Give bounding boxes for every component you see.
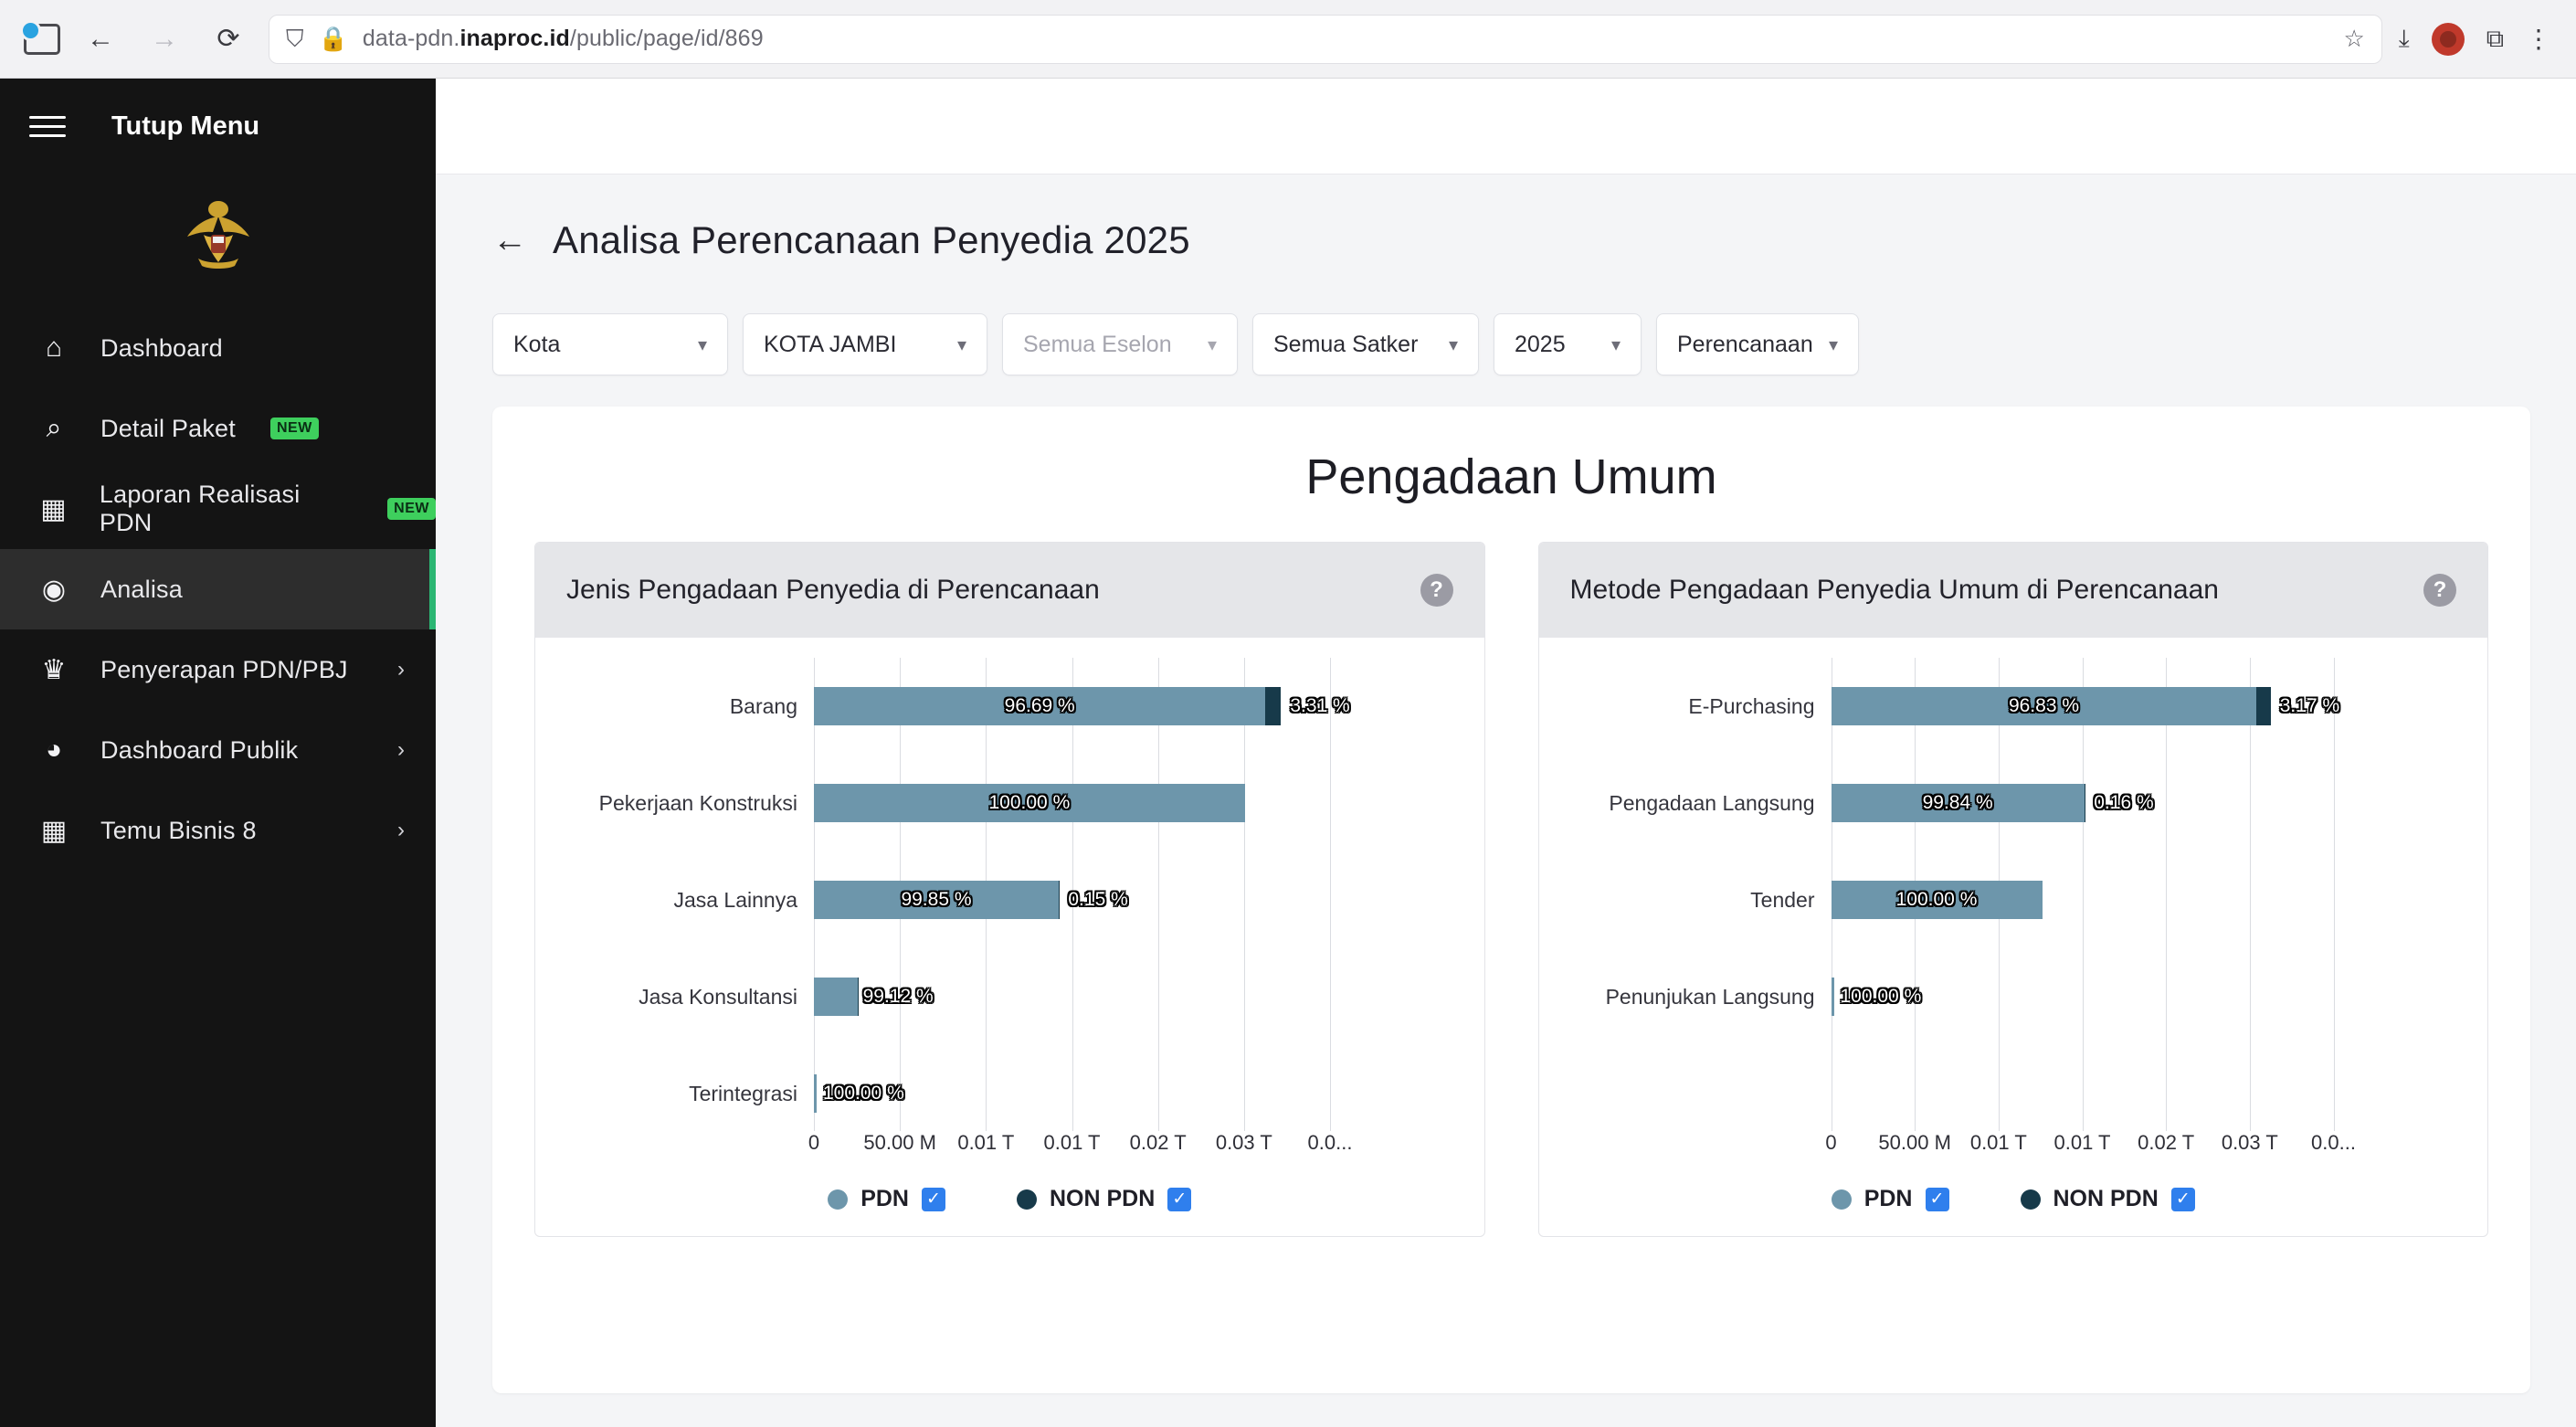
browser-menu-icon[interactable]: ⋮ — [2526, 25, 2552, 53]
x-tick-label: 0 — [1825, 1131, 1837, 1154]
category-label: E-Purchasing — [1688, 693, 1815, 718]
stacked-bar[interactable] — [814, 978, 858, 1016]
chevron-right-icon: › — [397, 737, 405, 762]
sidebar-item-label: Temu Bisnis 8 — [100, 816, 257, 844]
filter-eselon[interactable] — [1002, 313, 1238, 375]
x-tick-label: 0.01 T — [1043, 1131, 1101, 1154]
category-label: Jasa Konsultansi — [639, 984, 797, 1009]
browser-actions — [2399, 23, 2552, 56]
chart-rows — [1567, 658, 2461, 1131]
crown-icon: ♛ — [41, 654, 67, 685]
account-avatar[interactable] — [2432, 23, 2465, 56]
address-bar[interactable] — [269, 15, 2382, 64]
chevron-right-icon: › — [397, 818, 405, 842]
sidebar-item-laporan-realisasi-pdn[interactable] — [0, 469, 436, 549]
stacked-bar[interactable] — [814, 1074, 817, 1113]
card-title: Jenis Pengadaan Penyedia di Perencanaan — [566, 575, 1100, 605]
tab-strip-icon[interactable] — [24, 24, 60, 55]
sidebar — [0, 79, 436, 1427]
legend-label: PDN — [860, 1186, 909, 1211]
category-label: Pekerjaan Konstruksi — [598, 790, 797, 815]
chart-cards — [492, 542, 2530, 1237]
legend-checkbox-non-pdn[interactable]: ✓ — [2171, 1188, 2195, 1211]
chevron-right-icon: › — [397, 657, 405, 682]
chart-row — [563, 755, 1457, 851]
panel-title: Pengadaan Umum — [1305, 449, 1717, 504]
bar-segment-non-pdn[interactable] — [1265, 687, 1281, 725]
chart-row — [1567, 948, 2461, 1045]
bar-value-label: 100.00 % — [1895, 889, 1978, 910]
chart-row — [563, 851, 1457, 948]
chevron-down-icon: ▾ — [1828, 334, 1838, 355]
page-title: Analisa Perencanaan Penyedia 2025 — [553, 218, 1190, 261]
bar-segment-non-pdn[interactable] — [2256, 687, 2270, 725]
chart-card-jenis-pengadaan — [534, 542, 1485, 1237]
bookmark-star-icon[interactable]: ☆ — [2343, 25, 2365, 52]
legend-color-non-pdn — [2021, 1189, 2041, 1210]
bar-value-label: 99.84 % — [1922, 792, 1993, 813]
sidebar-item-analisa[interactable] — [0, 549, 436, 629]
chevron-down-icon: ▾ — [956, 334, 966, 355]
filter-value: 2025 — [1515, 331, 1566, 357]
back-button[interactable]: ← — [87, 23, 114, 54]
download-icon[interactable]: ⤓ — [2398, 24, 2410, 52]
category-label: Barang — [729, 693, 797, 718]
category-label: Tender — [1750, 887, 1815, 912]
category-label: Penunjukan Langsung — [1605, 984, 1815, 1009]
chart-rows — [563, 658, 1457, 1131]
new-badge: NEW — [387, 498, 436, 520]
filter-value: Perencanaan — [1677, 331, 1813, 357]
x-tick-label: 0.0... — [2311, 1131, 2356, 1154]
x-tick-label: 0.01 T — [2053, 1131, 2111, 1154]
filter-wilayah[interactable] — [492, 313, 728, 375]
bar-chart-jenis-pengadaan — [563, 658, 1457, 1169]
bar-value-label: 99.85 % — [901, 889, 972, 910]
x-axis — [1567, 1131, 2461, 1162]
filter-value: Semua Satker — [1273, 331, 1419, 357]
sidebar-header — [0, 79, 436, 174]
x-tick-label: 0 — [808, 1131, 820, 1154]
bar-value-label: 100.00 % — [988, 792, 1071, 813]
legend-item-non-pdn[interactable] — [2021, 1186, 2195, 1212]
home-icon: ⌂ — [45, 333, 63, 363]
sidebar-item-label: Laporan Realisasi PDN — [99, 481, 301, 536]
chart-row — [563, 658, 1457, 755]
sidebar-item-label: Penyerapan PDN/PBJ — [100, 655, 348, 683]
content-panel — [492, 407, 2530, 1393]
main-content — [436, 79, 2576, 1427]
help-icon[interactable]: ? — [2423, 574, 2456, 607]
bar-value-label: 0.15 % — [1068, 889, 1128, 910]
sidebar-item-dashboard-publik[interactable] — [0, 710, 436, 790]
bar-segment-pdn[interactable] — [814, 1074, 817, 1113]
bar-value-label: 100.00 % — [1840, 986, 1922, 1007]
lock-icon: 🔒 — [318, 25, 348, 52]
sidebar-nav — [0, 308, 436, 871]
analytics-icon: ◉ — [41, 574, 67, 605]
bar-segment-pdn[interactable] — [814, 978, 858, 1016]
legend-color-pdn — [828, 1189, 848, 1210]
legend-color-pdn — [1832, 1189, 1852, 1210]
handshake-icon: ▦ — [40, 815, 68, 846]
x-tick-label: 0.02 T — [2138, 1131, 2195, 1154]
url-text: data-pdn.inaproc.id/public/page/id/869 — [362, 26, 764, 51]
extensions-icon[interactable]: ⧉ — [2486, 24, 2504, 52]
bar-value-label: 3.17 % — [2279, 695, 2340, 716]
sidebar-item-penyerapan-pdn-pbj[interactable] — [0, 629, 436, 710]
legend-item-pdn[interactable] — [1832, 1186, 1949, 1212]
garuda-logo-icon — [176, 195, 260, 271]
chart-row — [563, 1045, 1457, 1142]
hamburger-icon[interactable] — [22, 109, 73, 144]
x-tick-label: 0.01 T — [957, 1131, 1015, 1154]
bar-value-label: 96.83 % — [2008, 695, 2080, 716]
sidebar-toggle-label[interactable]: Tutup Menu — [111, 111, 260, 141]
legend-label: NON PDN — [2053, 1186, 2159, 1211]
sidebar-item-label: Dashboard — [100, 333, 223, 362]
chart-card-metode-pengadaan — [1538, 542, 2489, 1237]
chart-legend — [1567, 1186, 2461, 1212]
shield-icon: ⛉ — [286, 24, 304, 52]
filter-tahun[interactable] — [1494, 313, 1642, 375]
x-tick-label: 0.02 T — [1129, 1131, 1187, 1154]
filter-bar — [436, 262, 2576, 375]
x-tick-label: 50.00 M — [863, 1131, 936, 1154]
filter-satker[interactable] — [1252, 313, 1479, 375]
legend-label: NON PDN — [1050, 1186, 1156, 1211]
bar-segment-pdn[interactable] — [1832, 978, 1834, 1016]
page-header — [436, 174, 2576, 262]
x-tick-label: 0.0... — [1307, 1131, 1353, 1154]
x-axis — [563, 1131, 1457, 1162]
category-label: Pengadaan Langsung — [1609, 790, 1815, 815]
legend-label: PDN — [1863, 1186, 1913, 1211]
legend-checkbox-non-pdn[interactable]: ✓ — [1167, 1188, 1191, 1211]
document-search-icon: ⌕ — [46, 413, 62, 443]
bar-value-label: 100.00 % — [823, 1083, 904, 1104]
category-label: Terintegrasi — [689, 1081, 797, 1105]
x-tick-label: 50.00 M — [1878, 1131, 1951, 1154]
sidebar-item-dashboard[interactable] — [0, 308, 436, 388]
card-title: Metode Pengadaan Penyedia Umum di Perencanaan — [1569, 575, 2219, 605]
filter-value: Kota — [513, 331, 561, 357]
reload-button[interactable]: ⟳ — [216, 24, 240, 54]
bar-value-label: 3.31 % — [1290, 695, 1350, 716]
app-root — [0, 79, 2576, 1427]
chart-row — [1567, 755, 2461, 851]
chevron-down-icon: ▾ — [1448, 334, 1458, 355]
chevron-down-icon: ▾ — [697, 334, 707, 355]
bar-value-label: 96.69 % — [1004, 695, 1075, 716]
sidebar-item-temu-bisnis-8[interactable] — [0, 790, 436, 871]
filter-kota[interactable] — [743, 313, 987, 375]
card-header — [535, 543, 1484, 638]
chart-row — [1567, 658, 2461, 755]
filter-value: KOTA JAMBI — [764, 331, 897, 357]
chevron-down-icon: ▾ — [1610, 334, 1621, 355]
legend-color-non-pdn — [1017, 1189, 1037, 1210]
legend-item-non-pdn[interactable] — [1017, 1186, 1191, 1212]
legend-checkbox-pdn[interactable]: ✓ — [1926, 1188, 1949, 1211]
x-tick-label: 0.03 T — [1215, 1131, 1272, 1154]
legend-item-pdn[interactable] — [828, 1186, 945, 1212]
page-back-icon[interactable]: ← — [492, 220, 527, 259]
x-tick-label: 0.03 T — [2221, 1131, 2278, 1154]
card-header — [1539, 543, 2488, 638]
chart-legend — [563, 1186, 1457, 1212]
sidebar-item-label: Detail Paket — [100, 414, 236, 442]
pie-chart-icon: ◕ — [45, 735, 63, 765]
card-body — [1539, 638, 2488, 1236]
card-body — [535, 638, 1484, 1236]
stacked-bar[interactable] — [1832, 978, 1834, 1016]
bar-chart-metode-pengadaan — [1567, 658, 2461, 1169]
bar-value-label: 0.16 % — [2094, 792, 2154, 813]
chart-row — [563, 948, 1457, 1045]
sidebar-item-label: Dashboard Publik — [100, 735, 299, 764]
filter-value: Semua Eselon — [1023, 331, 1172, 357]
chart-row — [1567, 851, 2461, 948]
content-topbar — [436, 79, 2576, 174]
browser-toolbar — [0, 0, 2576, 79]
filter-tahap[interactable] — [1656, 313, 1859, 375]
logo — [0, 174, 436, 291]
forward-button: → — [151, 23, 178, 54]
legend-checkbox-pdn[interactable]: ✓ — [922, 1188, 945, 1211]
bank-icon: ▦ — [40, 493, 67, 524]
category-label: Jasa Lainnya — [673, 887, 797, 912]
sidebar-item-detail-paket[interactable] — [0, 388, 436, 469]
bar-value-label: 99.12 % — [862, 986, 934, 1007]
chevron-down-icon: ▾ — [1207, 334, 1217, 355]
new-badge: NEW — [270, 418, 319, 439]
help-icon[interactable]: ? — [1420, 574, 1453, 607]
sidebar-item-label: Analisa — [100, 575, 183, 603]
x-tick-label: 0.01 T — [1969, 1131, 2027, 1154]
